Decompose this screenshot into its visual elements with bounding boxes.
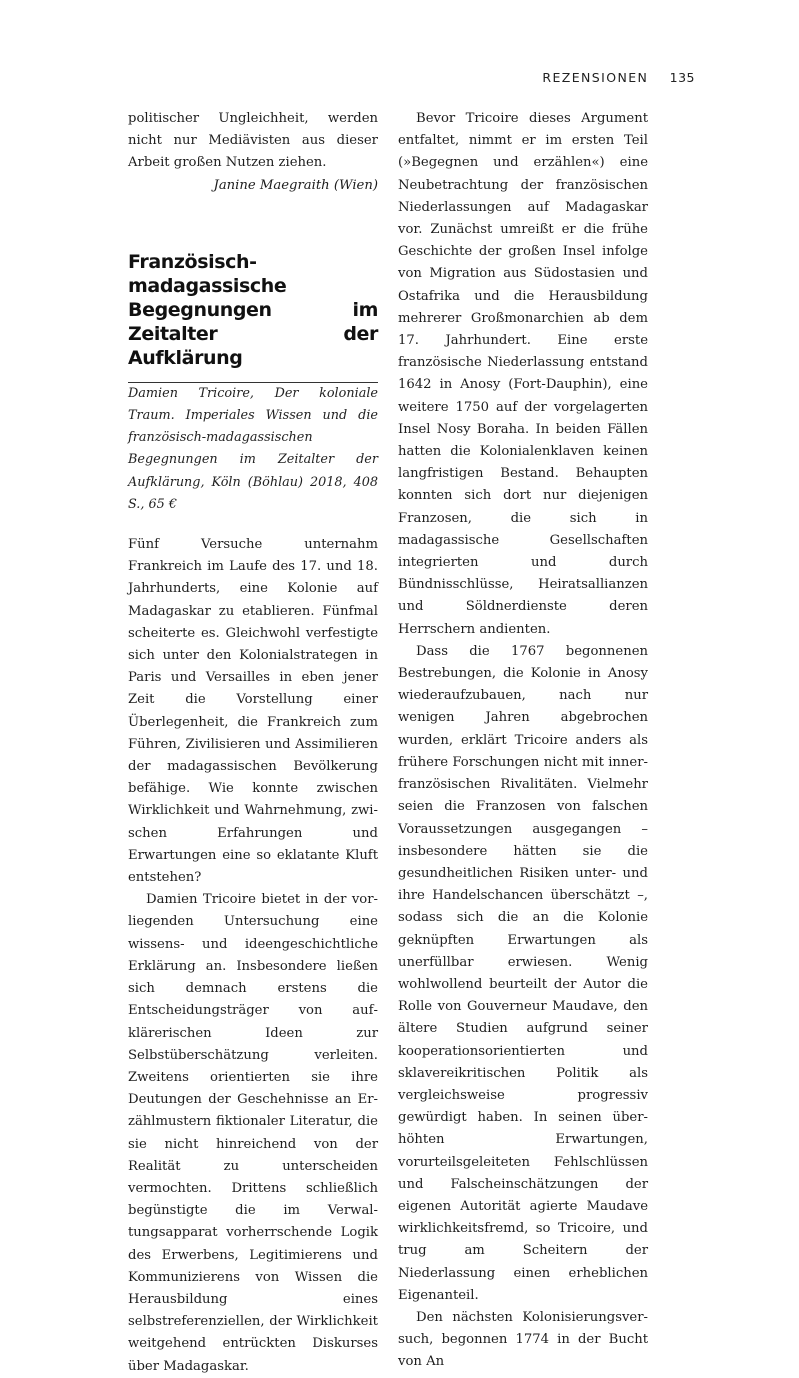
body-paragraph: Bevor Tricoire dieses Argument entfaltet, nimmt er im ersten Teil (»Begegnen und erzählen«) eine Neubetrachtung der französischen Niederlassungen auf Madagaskar vor. Zunächst umreißt er die frühe Geschichte der großen Insel infolge von Migration aus Südostasien und Ostafrika und die Herausbildung mehrerer Großmonarchien ab dem 17. Jahrhundert. Eine erste französische Niederlassung entstand 1642 in Anosy (Fort-Dauphin), eine weitere 1750 auf der vorgelagerten Insel Nosy Boraha. In beiden Fällen hatten die Kolonialenklaven keinen langfristigen Bestand. Behaupten konnten sich dort nur diejenigen Franzosen, die sich in madagassische Gesellschaften integrierten und durch Bündnisschlüsse, Heiratsallianzen und Söldnerdienste deren Herrschern andienten. xyxy=(398,111,648,637)
left-column xyxy=(128,108,378,1378)
page-number: 135 xyxy=(669,70,695,85)
bibliographic-entry: Damien Tricoire, Der koloniale Traum. Imperiales Wissen und die französisch-madagassischen Begegnungen im Zeitalter der Aufklärung, Köln (Böhlau) 2018, 408 S., 65 € xyxy=(128,385,378,512)
running-head-section: REZENSIONEN xyxy=(542,70,649,85)
review-signature: Janine Maegraith (Wien) xyxy=(213,177,378,193)
carryover-paragraph: politischer Ungleichheit, werden nicht nur Mediävisten aus dieser Arbeit großen Nutzen ziehen. xyxy=(128,111,378,171)
body-paragraph: Dass die 1767 begonnenen Bestrebungen, die Kolonie in Anosy wiederaufzubauen, nach nur wenigen Jahren abgebrochen wurden, erklärt Tricoire anders als frühere Forschungen nicht mit innerfranzösischen Rivalitäten. Vielmehr seien die Franzosen von falschen Voraussetzungen ausgegangen – insbesondere hätten sie die gesundheitlichen Risiken unter- und ihre Handelschancen überschätzt –, sodass sich die an die Kolonie geknüpften Erwartungen als unerfüllbar erwiesen. Wenig wohlwollend beurteilt der Autor die Rolle von Gouverneur Maudave, den ältere Studien aufgrund seiner kooperationsorientierten und sklavereikritischen Politik als vergleichsweise progressiv gewürdigt haben. In seinen überhöhten Erwartungen, vorurteilsgeleiteten Fehlschlüssen und Falscheinschätzungen der eigenen Autorität agierte Maudave wirklichkeitsfremd, so Tricoire, und trug am Scheitern der Niederlassung einen erheblichen Eigenanteil. xyxy=(398,643,648,1303)
right-column xyxy=(398,108,648,1374)
article-title: Französisch-madagassische Begegnungen im Zeitalter der Aufklärung xyxy=(128,250,378,369)
body-paragraph: Damien Tricoire bietet in der vorliegenden Untersuchung eine wissens- und ideengeschichtliche Erklärung an. Insbesondere ließen sich demnach erstens die Entscheidungsträger von aufklärerischen Ideen zur Selbstüberschätzung verleiten. Zweitens orientierten sie ihre Deutungen der Geschehnisse an Erzählmustern fiktionaler Literatur, die sie nicht hinreichend von der Realität zu unterscheiden vermochten. Drittens schließlich begünstigte die im Verwaltungsapparat vorherrschende Logik des Erwerbens, Legitimierens und Kommunizierens von Wissen die Herausbildung eines selbstreferenziellen, der Wirklichkeit weitgehend entrückten Diskurses über Madagaskar. xyxy=(128,892,378,1374)
body-paragraph: Fünf Versuche unternahm Frankreich im Laufe des 17. und 18. Jahrhunderts, eine Kolonie auf Madagaskar zu etablieren. Fünfmal scheiterte es. Gleichwohl verfestigte sich unter den Kolonialstrategen in Paris und Versailles in eben jener Zeit die Vorstellung einer Überlegenheit, die Frankreich zum Führen, Zivilisieren und Assimilieren der madagassischen Bevölkerung befähige. Wie konnte zwischen Wirklichkeit und Wahrnehmung, zwischen Erfahrungen und Erwartungen eine so eklatante Kluft entstehen? xyxy=(128,537,378,886)
running-head xyxy=(542,70,695,85)
body-paragraph: Den nächsten Kolonisierungsversuch, begonnen 1774 in der Bucht von An xyxy=(398,1309,648,1370)
